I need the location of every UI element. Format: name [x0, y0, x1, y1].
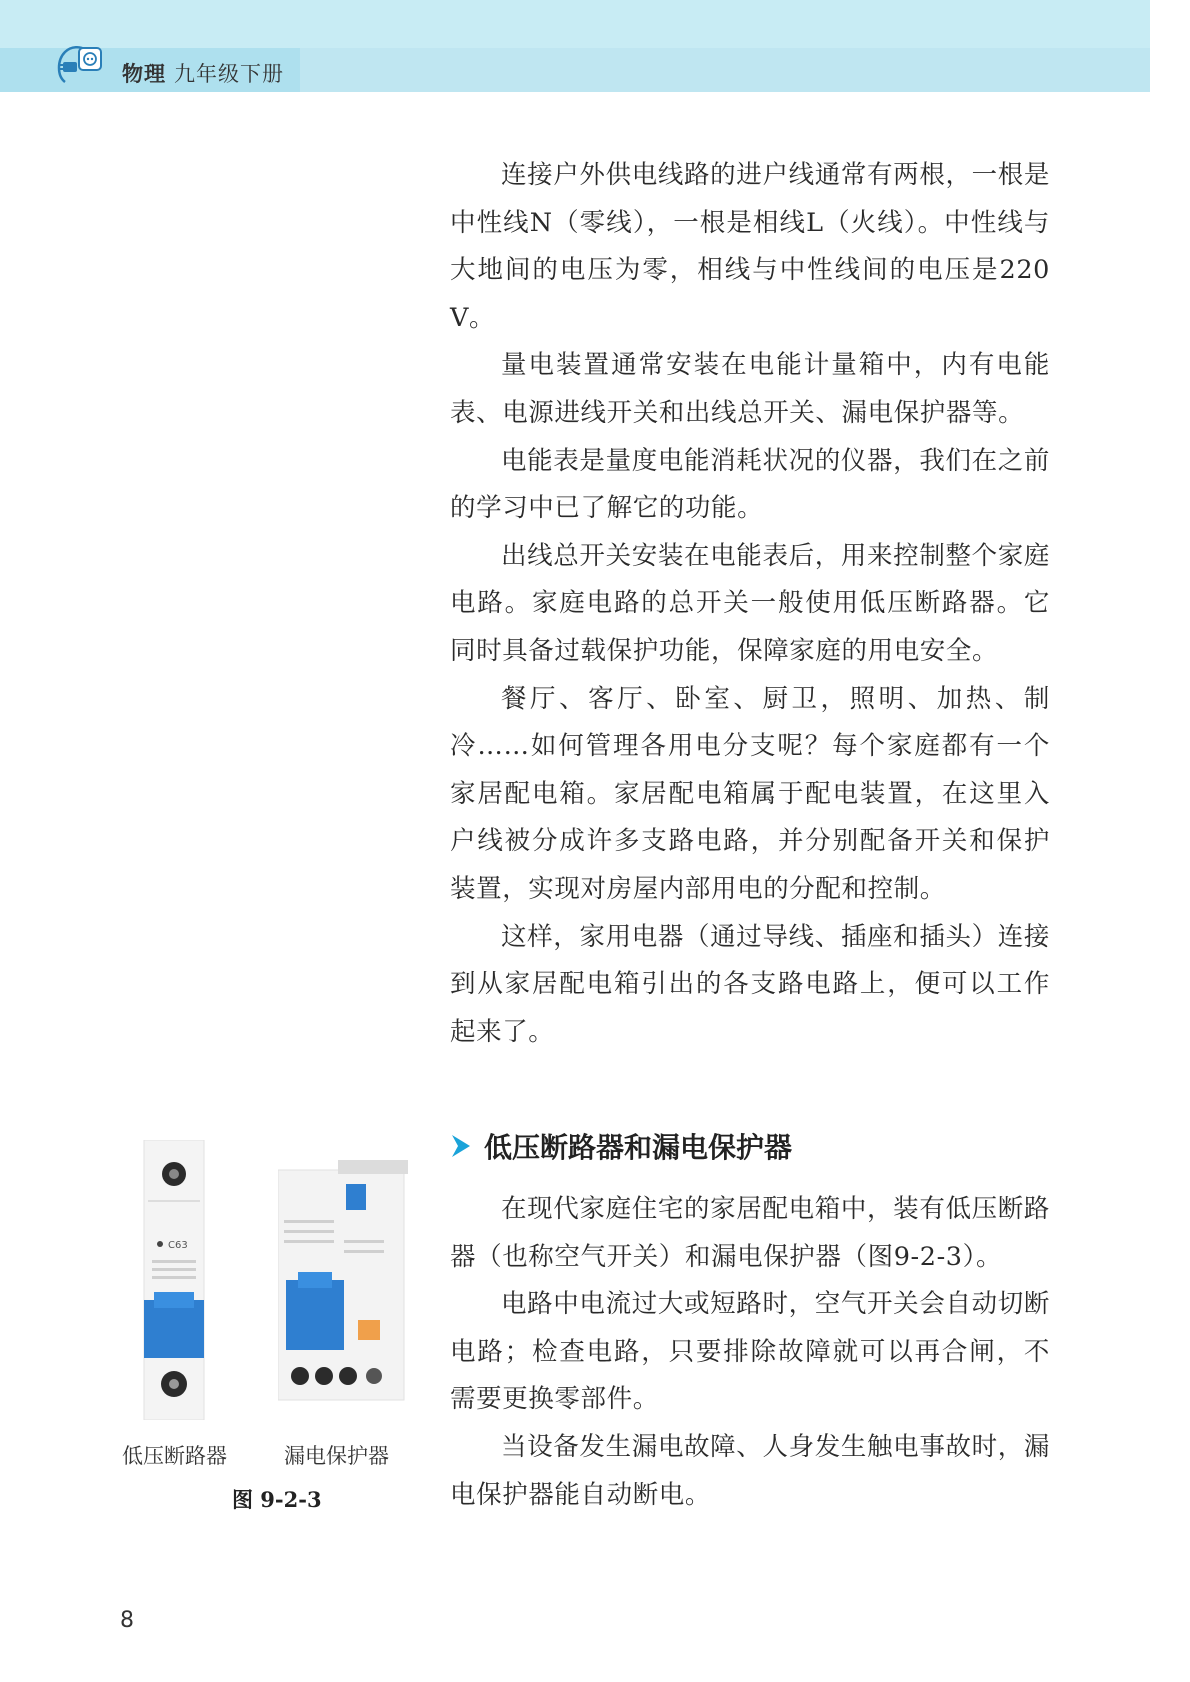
main-paragraph: 这样，家用电器（通过导线、插座和插头）连接到从家居配电箱引出的各支路电路上，便可以工作起来了。 [450, 921, 1050, 1047]
section-title: 低压断路器和漏电保护器 [484, 1131, 793, 1164]
main-paragraph: 出线总开关安装在电能表后，用来控制整个家庭电路。家庭电路的总开关一般使用低压断路器。它同时具备过载保护功能，保障家庭的用电安全。 [450, 540, 1050, 666]
rcd-photo [278, 1160, 408, 1410]
section-paragraph: 当设备发生漏电故障、人身发生触电事故时，漏电保护器能自动断电。 [450, 1431, 1050, 1510]
main-paragraph: 餐厅、客厅、卧室、厨卫，照明、加热、制冷……如何管理各用电分支呢？每个家庭都有一个家居配电箱。家居配电箱属于配电装置，在这里入户线被分成许多支路电路，并分别配备开关和保护装置，实现对房屋内部用电的分配和控制。 [450, 683, 1050, 904]
section-text [450, 1186, 1050, 1519]
section-paragraph: 在现代家庭住宅的家居配电箱中，装有低压断路器（也称空气开关）和漏电保护器（图9-2-3）。 [450, 1194, 1050, 1272]
header-band-top [0, 0, 1150, 48]
header-title [122, 58, 284, 88]
main-paragraph: 量电装置通常安装在电能计量箱中，内有电能表、电源进线开关和出线总开关、漏电保护器等。 [450, 350, 1050, 428]
page-number: 8 [120, 1608, 134, 1633]
section-paragraph: 电路中电流过大或短路时，空气开关会自动切断电路；检查电路，只要排除故障就可以再合闸，不需要更换零部件。 [450, 1289, 1050, 1415]
main-paragraph: 电能表是量度电能消耗状况的仪器，我们在之前的学习中已了解它的功能。 [450, 445, 1050, 524]
arrow-right-icon [450, 1133, 472, 1159]
breaker-rating: C63 [168, 1240, 188, 1251]
main-paragraph: 连接户外供电线路的进户线通常有两根，一根是中性线N（零线），一根是相线L（火线）。中性线与大地间的电压为零，相线与中性线间的电压是220 V。 [450, 160, 1050, 333]
figure-label: 图 9-2-3 [232, 1487, 322, 1512]
rcd-caption: 漏电保护器 [284, 1444, 389, 1468]
header-subject: 物理 [122, 62, 166, 86]
breaker-caption: 低压断路器 [122, 1444, 227, 1468]
header-grade: 九年级下册 [174, 62, 284, 86]
main-text [450, 152, 1050, 1056]
breaker-photo [138, 1140, 210, 1420]
plug-head-icon [55, 42, 105, 88]
section-heading [450, 1124, 792, 1168]
